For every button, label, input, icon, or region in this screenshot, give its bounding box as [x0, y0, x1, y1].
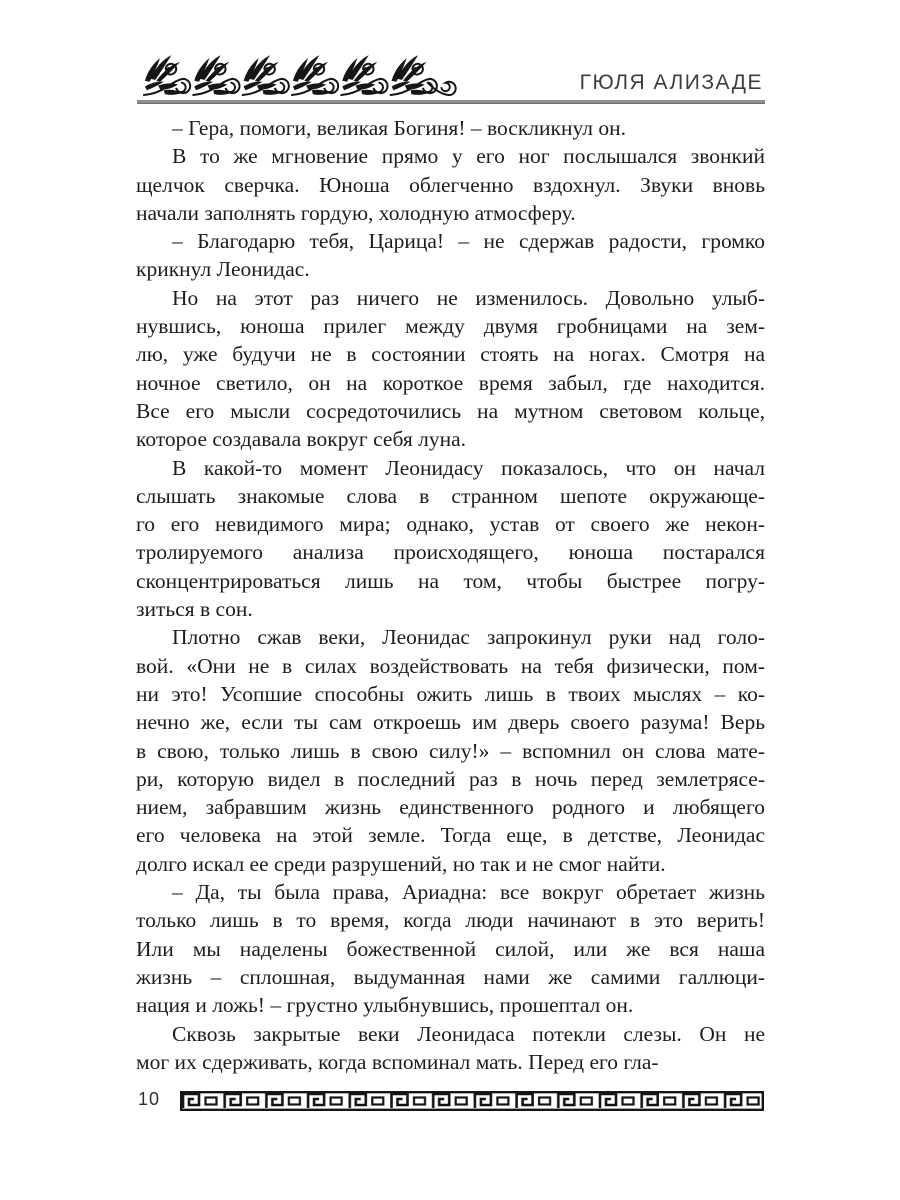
- body-text: [136, 114, 765, 1076]
- paragraph: [136, 454, 765, 624]
- floral-scroll-ornament-icon: [143, 52, 458, 102]
- text-line: – Благодарю тебя, Царица! – не сдержав радости, громко: [172, 229, 765, 254]
- paragraph: [136, 878, 765, 1019]
- text-line: Все его мысли сосредоточились на мутном световом кольце,: [136, 398, 765, 423]
- text-line: Сквозь закрытые веки Леонидаса потекли слезы. Он не: [172, 1021, 765, 1046]
- text-line: жизнь – сплошная, выдуманная нами же самими галлюци-: [136, 964, 765, 989]
- text-line: которое создавала вокруг себя луна.: [136, 427, 467, 452]
- text-line: Плотно сжав веки, Леонидас запрокинул руки над голо-: [172, 625, 765, 650]
- paragraph: [136, 142, 765, 227]
- text-line: долго искал ее среди разрушений, но так и не смог найти.: [136, 851, 666, 876]
- text-line: – Да, ты была права, Ариадна: все вокруг обретает жизнь: [172, 880, 765, 905]
- text-line: щелчок сверчка. Юноша облегченно вздохнул. Звуки вновь: [136, 172, 765, 197]
- text-line: го его невидимого мира; однако, устав от своего же некон-: [136, 512, 765, 537]
- paragraph: [136, 227, 765, 284]
- text-line: нием, забравшим жизнь единственного родного и любящего: [136, 795, 765, 820]
- text-line: В то же мгновение прямо у его ног послышался звонкий: [172, 144, 765, 169]
- text-line: – Гера, помоги, великая Богиня! – воскликнул он.: [172, 116, 626, 140]
- text-line: ночное светило, он на короткое время забыл, где находится.: [136, 370, 765, 395]
- text-line: тролируемого анализа происходящего, юноша постарался: [136, 540, 765, 565]
- text-line: нувшись, юноша прилег между двумя гробницами на зем-: [136, 314, 765, 339]
- header-rule: [137, 100, 765, 104]
- paragraph: [136, 284, 765, 454]
- page-number: 10: [138, 1089, 161, 1109]
- text-line: вой. «Они не в силах воздействовать на тебя физически, пом-: [136, 653, 765, 678]
- text-line: ни это! Усопшие способны ожить лишь в твоих мыслях – ко-: [136, 681, 765, 706]
- text-line: начали заполнять гордую, холодную атмосферу.: [136, 200, 576, 225]
- text-line: его человека на этой земле. Тогда еще, в детстве, Леонидас: [136, 823, 765, 848]
- text-line: лю, уже будучи не в состоянии стоять на ногах. Смотря на: [136, 342, 765, 367]
- text-line: в свою, только лишь в свою силу!» – вспомнил он слова мате-: [136, 738, 765, 763]
- text-line: зиться в сон.: [136, 597, 253, 622]
- text-line: Но на этот раз ничего не изменилось. Довольно улыб-: [172, 285, 765, 310]
- paragraph: [136, 114, 765, 142]
- greek-key-ornament-icon: [180, 1091, 764, 1111]
- text-line: слышать знакомые слова в странном шепоте окружающе-: [136, 483, 765, 508]
- text-line: мог их сдерживать, когда вспоминал мать. Перед его гла-: [136, 1049, 659, 1074]
- text-line: нечно же, если ты сам откроешь им дверь своего разума! Верь: [136, 710, 765, 735]
- text-line: сконцентрироваться лишь на том, чтобы быстрее погру-: [136, 568, 765, 593]
- paragraph: [136, 623, 765, 878]
- running-header-author: ГЮЛЯ АЛИЗАДЕ: [579, 71, 763, 94]
- text-line: нация и ложь! – грустно улыбнувшись, прошептал он.: [136, 993, 634, 1018]
- text-line: Или мы наделены божественной силой, или же вся наша: [136, 936, 765, 961]
- text-line: В какой-то момент Леонидасу показалось, что он начал: [172, 455, 765, 480]
- text-line: крикнул Леонидас.: [136, 257, 310, 282]
- text-line: ри, которую видел в последний раз в ночь перед землетрясе-: [136, 766, 765, 791]
- text-line: только лишь в то время, когда люди начинают в это верить!: [136, 908, 765, 933]
- paragraph: [136, 1020, 765, 1077]
